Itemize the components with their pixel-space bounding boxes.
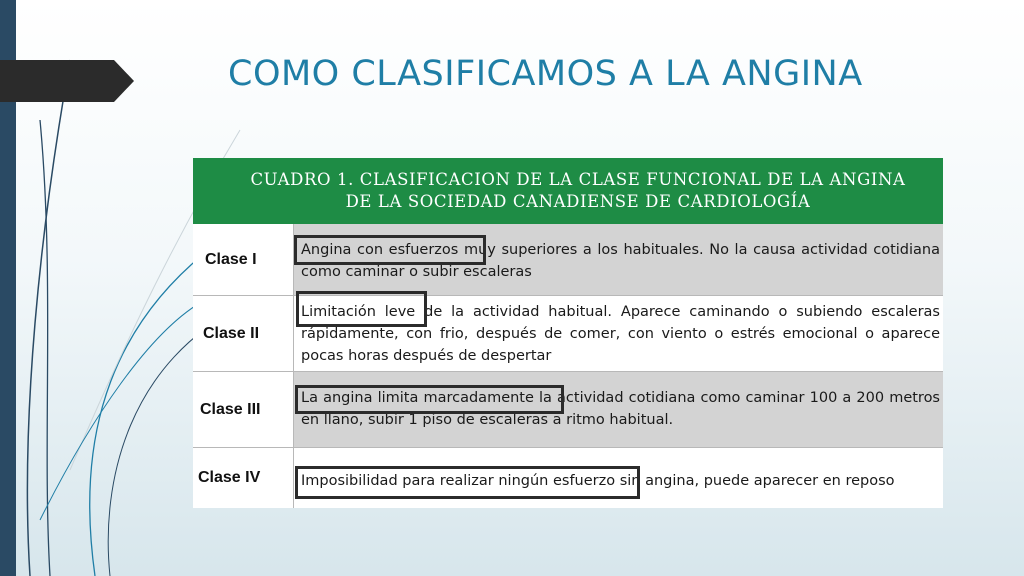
table-row-clase-iii [193,372,943,448]
row-label-cell [193,224,294,295]
table-header [193,158,943,224]
row-label: Clase IV [198,469,261,486]
row-label-cell [193,296,294,371]
row-label: Clase III [200,400,261,418]
table-row-clase-i [193,224,943,296]
angina-classification-table [193,158,943,508]
table-row-clase-iv [193,448,943,508]
row-description: La angina limita marcadamente la actividad cotidiana como caminar 100 a 200 metros en llano, subir 1 piso de escaleras a ritmo habitual. [301,390,940,428]
row-description: Angina con esfuerzos muy superiores a los habituales. No la causa actividad cotidiana como caminar o subir escaleras [301,242,940,280]
row-description-cell [294,296,943,371]
row-description-cell [294,224,943,295]
row-label-cell [193,372,294,447]
row-description-cell [294,448,943,508]
row-label: Clase I [205,250,257,268]
table-header-line-2: DE LA SOCIEDAD CANADIENSE DE CARDIOLOGÍA [345,192,811,211]
table-header-line-1: CUADRO 1. CLASIFICACION DE LA CLASE FUNCIONAL DE LA ANGINA [250,170,906,189]
title-tab-marker [0,60,134,102]
row-description: Limitación leve de la actividad habitual. Aparece caminando o subiendo escaleras rápidamente, con frio, después de comer, con viento o estrés emocional o aparece pocas horas después de despertar [301,304,940,364]
slide-title: COMO CLASIFICAMOS A LA ANGINA [228,54,863,94]
row-description-cell [294,372,943,447]
row-label-cell [193,448,294,508]
table-row-clase-ii [193,296,943,372]
row-label: Clase II [203,324,260,342]
row-description: Imposibilidad para realizar ningún esfuerzo sin angina, puede aparecer en reposo [301,473,895,489]
